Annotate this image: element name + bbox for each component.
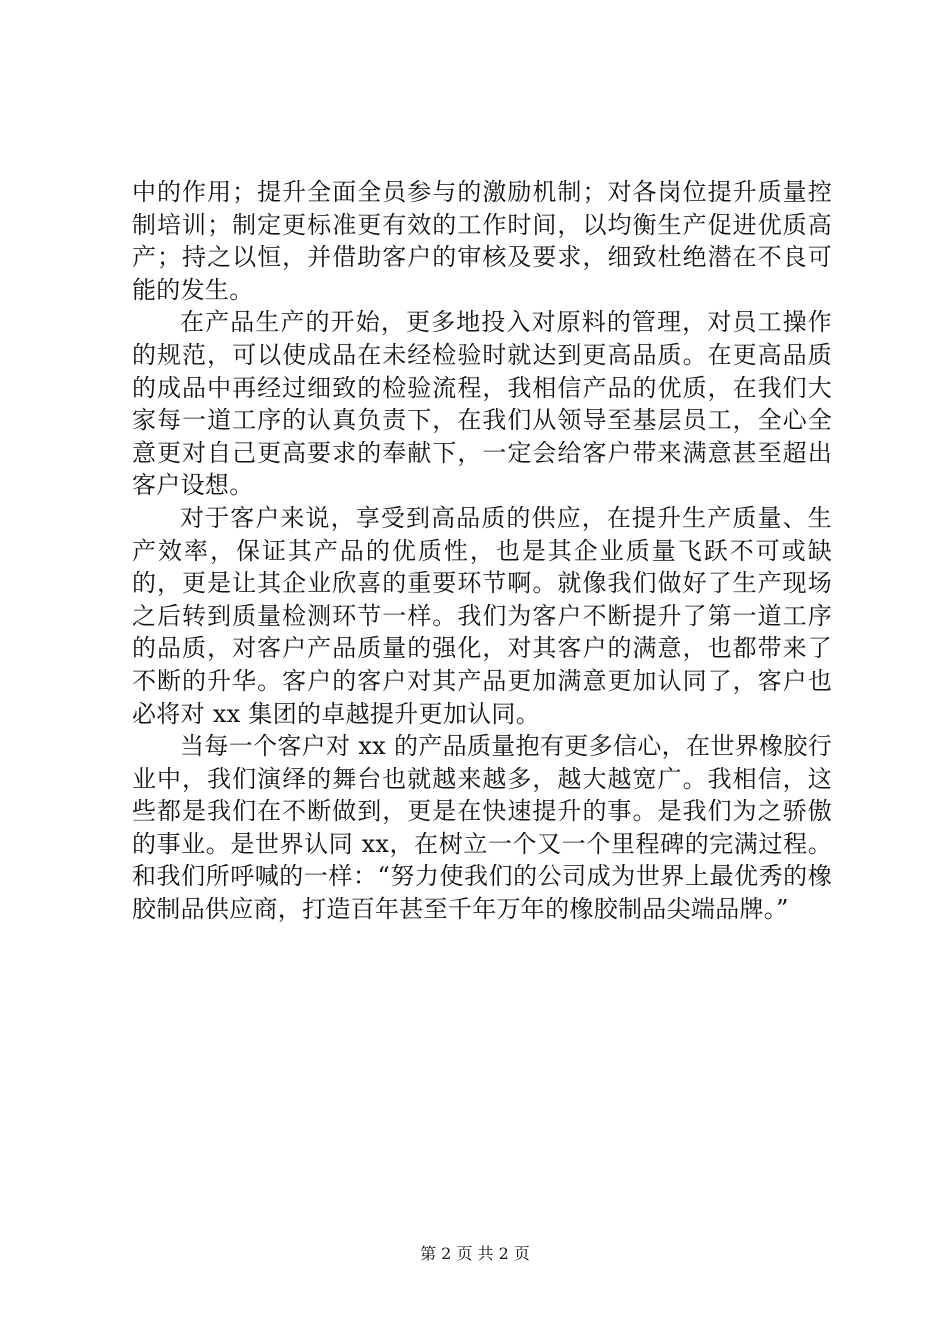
paragraph-industry-vision: 当每一个客户对 xx 的产品质量抱有更多信心，在世界橡胶行业中，我们演绎的舞台也就越来越多，越大越宽广。我相信，这些都是我们在不断做到，更是在快速提升的事。是我们为之骄傲的事业。是世界认同 xx，在树立一个又一个里程碑的完满过程。和我们所呼喊的一样：“努力使我们的公司成为世界上最优秀的橡胶制品供应商，打造百年甚至千年万年的橡胶制品尖端品牌。” — [132, 732, 832, 924]
page-footer: 第 2 页 共 2 页 — [420, 1244, 530, 1263]
paragraph-continued: 中的作用；提升全面全员参与的激励机制；对各岗位提升质量控制培训；制定更标准更有效的工作时间，以均衡生产促进优质高产；持之以恒，并借助客户的审核及要求，细致杜绝潜在不良可能的发生。 — [132, 178, 832, 304]
paragraph-customer-benefit: 对于客户来说，享受到高品质的供应，在提升生产质量、生产效率，保证其产品的优质性，也是其企业质量飞跃不可或缺的，更是让其企业欣喜的重要环节啊。就像我们做好了生产现场之后转到质量检测环节一样。我们为客户不断提升了第一道工序的品质，对客户产品质量的强化，对其客户的满意，也都带来了不断的升华。客户的客户对其产品更加满意更加认同了，客户也必将对 xx 集团的卓越提升更加认同。 — [132, 503, 832, 728]
paragraph-production-start: 在产品生产的开始，更多地投入对原料的管理，对员工操作的规范，可以使成品在未经检验时就达到更高品质。在更高品质的成品中再经过细致的检验流程，我相信产品的优质，在我们大家每一道工序的认真负责下，在我们从领导至基层员工，全心全意更对自己更高要求的奉献下，一定会给客户带来满意甚至超出客户设想。 — [132, 308, 832, 500]
document-body — [132, 176, 832, 926]
